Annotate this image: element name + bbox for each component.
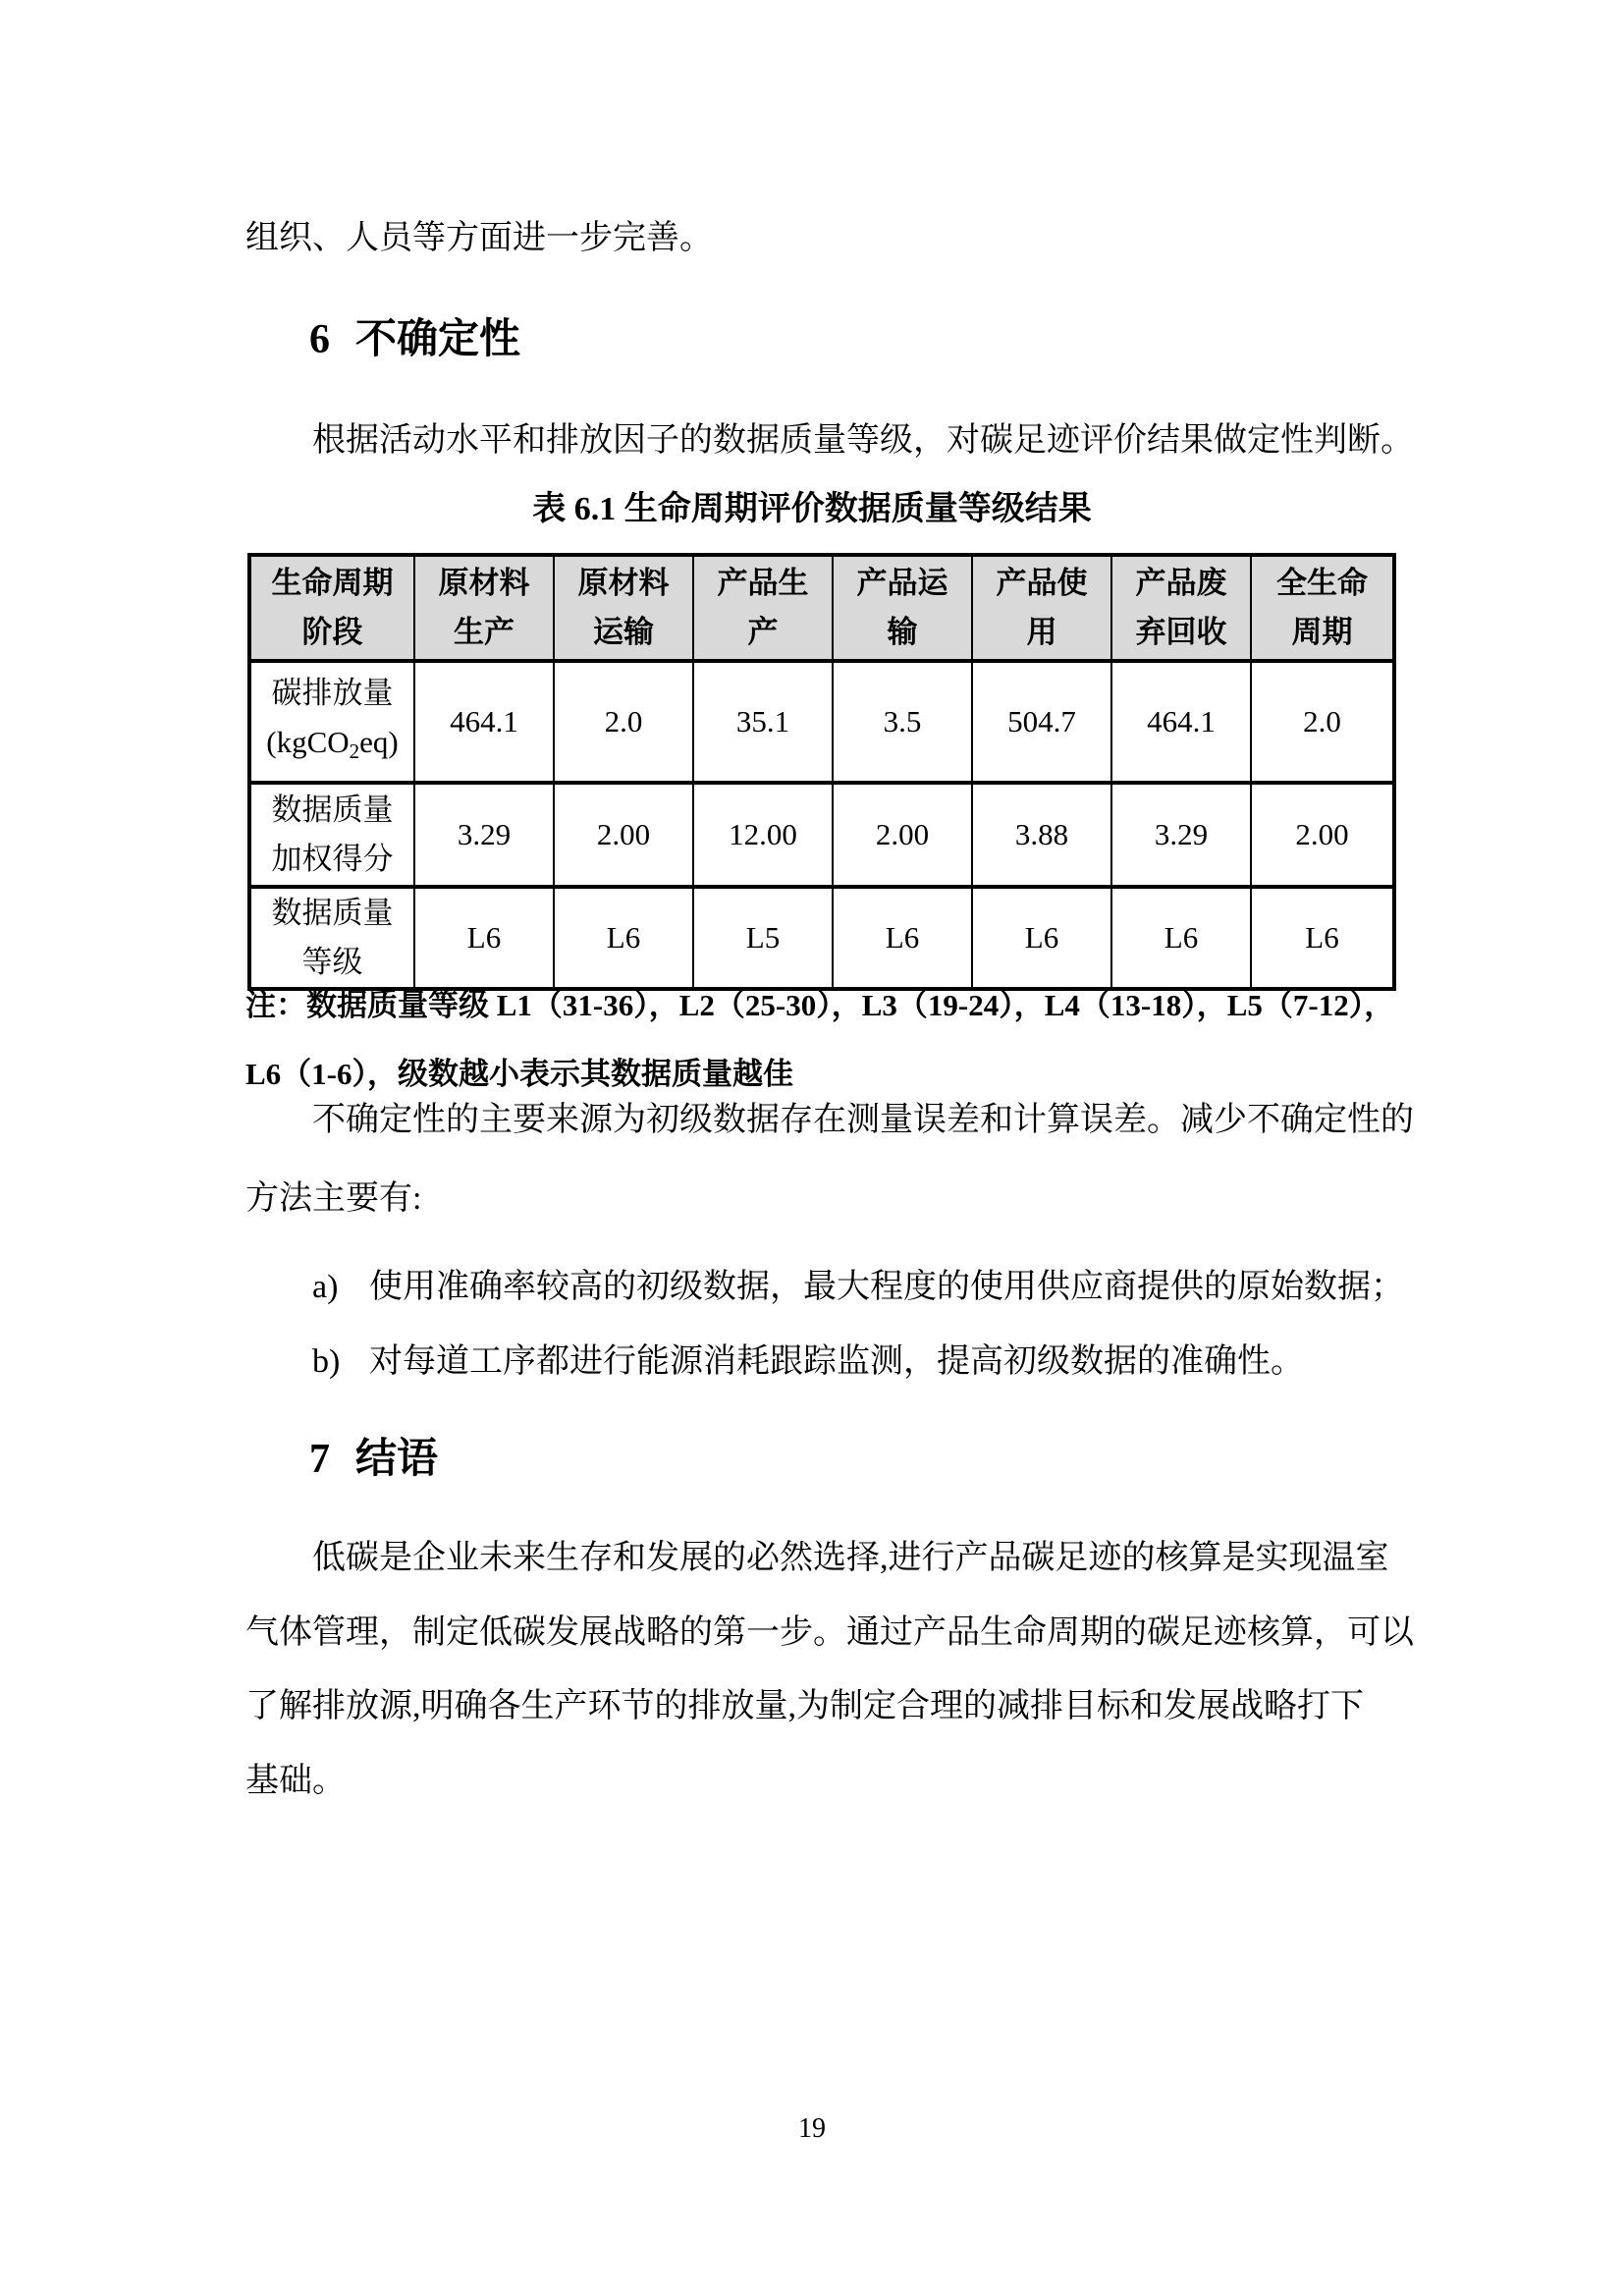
table-cell: L6	[972, 887, 1111, 989]
table-cell: 12.00	[693, 783, 833, 887]
intro-line: 组织、人员等方面进一步完善。	[245, 220, 713, 256]
list-item-b-text: 对每道工序都进行能源消耗跟踪监测，提高初级数据的准确性。	[369, 1343, 1304, 1380]
conclusion-line-2: 气体管理，制定低碳发展战略的第一步。通过产品生命周期的碳足迹核算，可以	[245, 1614, 1414, 1651]
section-6-number: 6	[309, 317, 330, 362]
table-cell: L6	[414, 887, 554, 989]
table-cell: 3.29	[1111, 783, 1251, 887]
list-item-a-marker: a)	[312, 1269, 339, 1305]
table-cell: 504.7	[972, 661, 1111, 783]
header-cell-raw-production: 原材料 生产	[414, 555, 554, 661]
table-cell: 2.00	[833, 783, 972, 887]
list-item-b-marker: b)	[312, 1343, 341, 1380]
table-cell: L6	[554, 887, 693, 989]
table-cell: 3.88	[972, 783, 1111, 887]
table-cell: 3.29	[414, 783, 554, 887]
table-cell: L6	[833, 887, 972, 989]
table-cell: 2.00	[554, 783, 693, 887]
table-cell: L5	[693, 887, 833, 989]
data-quality-table	[247, 553, 1396, 991]
table-cell: 35.1	[693, 661, 833, 783]
section-7-heading	[309, 1426, 438, 1485]
header-cell-product-use: 产品使 用	[972, 555, 1111, 661]
table-row-weighted-score	[249, 783, 1394, 887]
table-note-line-1: 注：数据质量等级 L1（31-36），L2（25-30），L3（19-24），L4（13-18），L5（7-12），	[245, 988, 1395, 1022]
table-row-quality-level	[249, 887, 1394, 989]
header-cell-product-transport: 产品运 输	[833, 555, 972, 661]
header-cell-product-disposal: 产品废 弃回收	[1111, 555, 1251, 661]
section-6-title: 不确定性	[355, 315, 521, 361]
section-7-title: 结语	[355, 1435, 439, 1481]
row-label-carbon-emissions: 碳排放量 (kgCO2eq)	[249, 661, 414, 783]
conclusion-line-1: 低碳是企业未来生存和发展的必然选择,进行产品碳足迹的核算是实现温室	[312, 1540, 1389, 1576]
header-cell-full-lifecycle: 全生命 周期	[1251, 555, 1394, 661]
section-6-heading	[309, 306, 520, 365]
table-cell: 2.00	[1251, 783, 1394, 887]
conclusion-line-3: 了解排放源,明确各生产环节的排放量,为制定合理的减排目标和发展战略打下	[245, 1688, 1364, 1724]
table-cell: 464.1	[414, 661, 554, 783]
section-6-paragraph: 根据活动水平和排放因子的数据质量等级，对碳足迹评价结果做定性判断。	[312, 422, 1414, 459]
conclusion-line-4: 基础。	[245, 1763, 346, 1799]
row-label-weighted-score: 数据质量 加权得分	[249, 783, 414, 887]
table-cell: 2.0	[1251, 661, 1394, 783]
table-cell: 3.5	[833, 661, 972, 783]
table-note-line-2: L6（1-6），级数越小表示其数据质量越佳	[245, 1057, 793, 1091]
table-cell: L6	[1251, 887, 1394, 989]
uncertainty-paragraph-line-2: 方法主要有:	[245, 1180, 422, 1217]
list-item-a	[312, 1267, 1404, 1309]
list-item-b	[312, 1341, 1304, 1384]
header-cell-product-production: 产品生 产	[693, 555, 833, 661]
table-row-carbon-emissions	[249, 661, 1394, 783]
row-label-quality-level: 数据质量 等级	[249, 887, 414, 989]
table-caption: 表 6.1 生命周期评价数据质量等级结果	[532, 491, 1092, 527]
page-number: 19	[798, 2113, 826, 2144]
uncertainty-paragraph-line-1: 不确定性的主要来源为初级数据存在测量误差和计算误差。减少不确定性的	[312, 1102, 1414, 1138]
header-cell-raw-transport: 原材料 运输	[554, 555, 693, 661]
list-item-a-text: 使用准确率较高的初级数据，最大程度的使用供应商提供的原始数据；	[369, 1269, 1404, 1305]
table-header-row	[249, 555, 1394, 661]
table-cell: 464.1	[1111, 661, 1251, 783]
co2-subscript: 2	[349, 738, 360, 763]
table-cell: L6	[1111, 887, 1251, 989]
header-cell-stage: 生命周期 阶段	[249, 555, 414, 661]
table-cell: 2.0	[554, 661, 693, 783]
section-7-number: 7	[309, 1437, 330, 1482]
